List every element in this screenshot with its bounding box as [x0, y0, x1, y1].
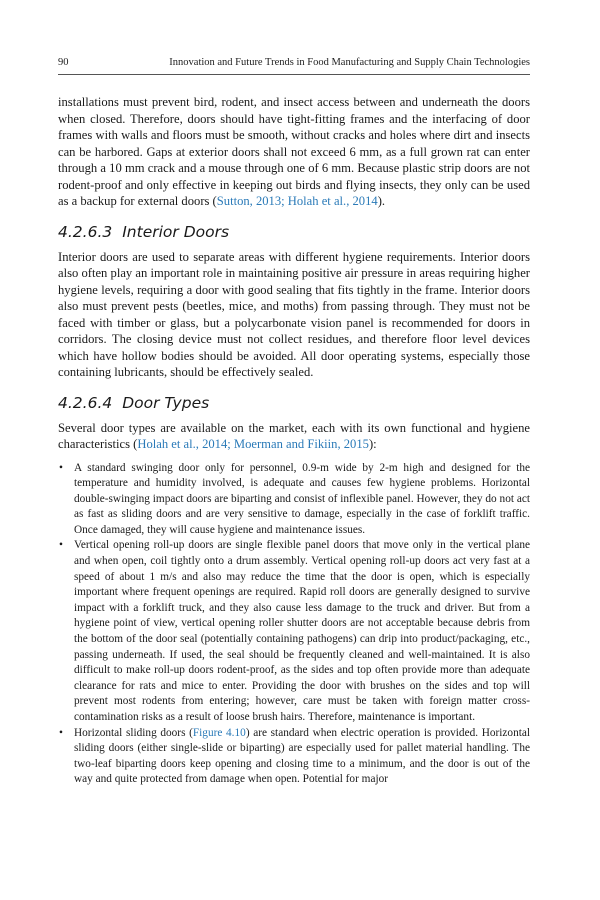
section-number: 4.2.6.4 — [58, 393, 113, 412]
door-types-intro-text: Several door types are available on the market, each with its own functional and hygiene characteristics ( — [58, 420, 530, 451]
section-title: Door Types — [122, 393, 210, 412]
figure-reference-link[interactable]: Figure 4.10 — [192, 726, 246, 739]
list-item-text: Horizontal sliding doors ( — [74, 726, 193, 739]
door-types-list — [58, 461, 530, 788]
running-title: Innovation and Future Trends in Food Manufacturing and Supply Chain Technologies — [169, 57, 530, 68]
list-item-text: Vertical opening roll-up doors are single flexible panel doors that move only in the vertical plane and when open, coil tightly onto a drum assembly. Vertical opening roll-up doors act very fast at a speed of about 1 m/s and also may reduce the time that the door is open, which is especially important where frequent openings are required. Rapid roll doors are generally designed to survive impact with a forklift truck, and they also cause less damage to the truck and driver. But from a hygiene point of view, vertical opening roller shutter doors are not acceptable because debris from the bottom of the door seal (potentially containing pathogens) can drip into product/packaging, etc., passing underneath. If used, the seal should be frequently cleaned and well-maintained. It is also difficult to make roll-up doors rodent-proof, as the sides and top often provide more than adequate clearance for rats and mice to enter. Providing the door with brushes on the sides and top will prevent most rodents from entering; however, care must be taken with foreign matter cross-contamination risks as a result of loose brush hairs. Therefore, maintenance is important. — [74, 539, 530, 723]
page-number: 90 — [58, 57, 69, 68]
citation-link[interactable]: Sutton, 2013; Holah et al., 2014 — [216, 194, 378, 208]
header-rule — [58, 74, 530, 75]
intro-paragraph — [58, 94, 530, 210]
bullet-icon: • — [59, 726, 63, 739]
intro-after: ). — [377, 194, 386, 208]
bullet-icon: • — [59, 461, 63, 474]
body-text — [58, 94, 530, 788]
door-types-intro-after: ): — [368, 437, 377, 451]
section-title: Interior Doors — [122, 222, 230, 241]
list-item — [58, 538, 530, 725]
list-item — [58, 726, 530, 788]
section-heading-interior-doors — [58, 222, 530, 242]
intro-text: installations must prevent bird, rodent, and insect access between and underneath the doors when closed. Therefore, doors should have tight-fitting frames and the interfacing of door frames with walls and floors must be smooth, without cracks and holes where dirt and insects can be harbored. Gaps at exterior doors shall not exceed 6 mm, as a full grown rat can enter through a 10 mm crack and a mouse through one of 6 mm. Because plastic strip doors are not rodent-proof and only effective in keeping out birds and flying insects, they only can be used as a backup for external doors ( — [58, 95, 530, 208]
interior-doors-paragraph: Interior doors are used to separate areas with different hygiene requirements. Interior doors also often play an important role in maintaining positive air pressure in areas requiring higher hygiene levels, requiring a door with good sealing that fits tightly in the frame. Interior doors also must prevent pests (beetles, mice, and moths) from passing through. They must not be faced with timber or glass, but a polycarbonate vision panel is recommended for doors in corridors. The closing device must not collect residues, and therefore floor level devices which have hollow bodies should be avoided. All door operating systems, especially those containing lubricants, should be effectively sealed. — [58, 249, 530, 379]
bullet-icon: • — [59, 539, 63, 552]
list-item-text: A standard swinging door only for personnel, 0.9-m wide by 2-m high and designed for the temperature and humidity involved, is adequate and causes few hygiene problems. Horizontal double-swinging impact doors are biparting and consist of inflexible panel. However, they do not act as fast as sliding doors and are very sensitive to damage, especially in the case of forklift traffic. Once damaged, they will cause hygiene and maintenance issues. — [74, 461, 530, 536]
section-heading-door-types — [58, 393, 530, 413]
running-header — [58, 57, 530, 73]
citation-link[interactable]: Holah et al., 2014; Moerman and Fikiin, 2015 — [137, 437, 369, 451]
list-item-text-after: ) are standard when electric operation is provided. Horizontal sliding doors (either single-slide or biparting) are especially used for pallet material handling. The two-leaf biparting doors keep opening and closing time to a minimum, and the door is out of the way and quite protected from damage when open. Potential for major — [74, 726, 531, 786]
section-number: 4.2.6.3 — [58, 222, 113, 241]
door-types-intro — [58, 420, 530, 453]
list-item — [58, 461, 530, 539]
